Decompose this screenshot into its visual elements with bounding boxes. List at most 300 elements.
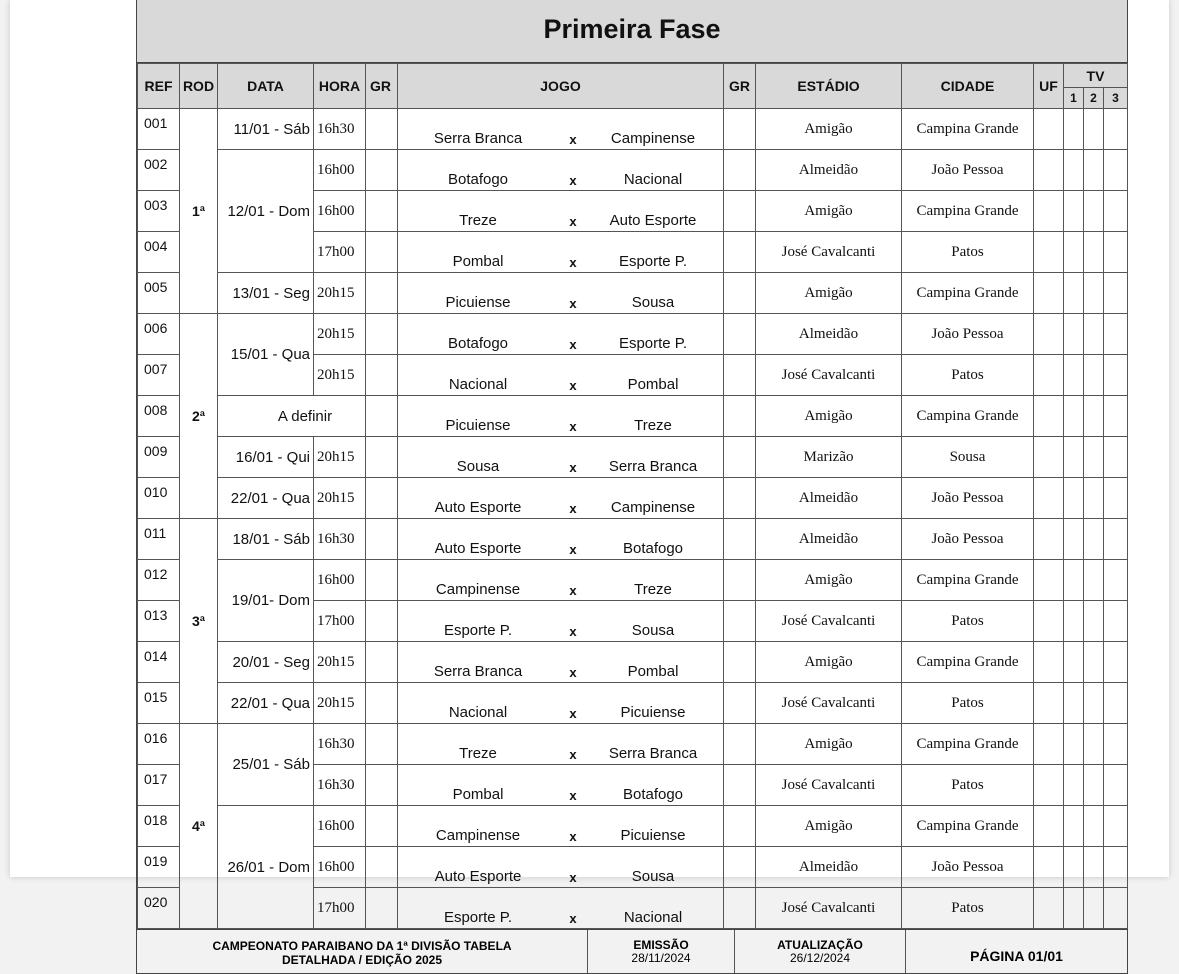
tv3-cell [1104,232,1128,273]
tv3-cell [1104,355,1128,396]
gr-away-cell [724,396,756,437]
time-cell: 20h15 [314,437,366,478]
ref-cell: 019 [138,847,180,888]
gr-away-cell [724,642,756,683]
away-team: Campinense [610,499,696,516]
versus-separator: x [569,829,577,844]
tv3-cell [1104,150,1128,191]
away-team: Auto Esporte [609,212,697,229]
date-cell: 16/01 - Qui [218,437,314,478]
tv3-cell [1104,314,1128,355]
tv3-cell [1104,847,1128,888]
city-cell: Patos [902,601,1034,642]
time-cell: 20h15 [314,314,366,355]
header-ref: REF [138,64,180,109]
time-cell: 20h15 [314,642,366,683]
match [398,847,723,887]
away-team: Botafogo [622,786,684,803]
stadium-cell: José Cavalcanti [756,355,902,396]
atualizacao-date: 26/12/2024 [789,950,851,965]
time-cell: 16h30 [314,724,366,765]
uf-cell [1034,642,1064,683]
tv2-cell [1084,396,1104,437]
header-jogo: JOGO [398,64,724,109]
ref-cell: 011 [138,519,180,560]
tv2-cell [1084,478,1104,519]
tv2-cell [1084,888,1104,929]
header-hora: HORA [314,64,366,109]
gr-home-cell [366,150,398,191]
gr-home-cell [366,109,398,150]
gr-away-cell [724,478,756,519]
match [398,478,723,518]
match-cell [398,478,724,519]
header-gr-home: GR [366,64,398,109]
stadium-cell: Amigão [756,642,902,683]
gr-home-cell [366,314,398,355]
home-team: Picuiense [445,417,511,434]
header-cidade: CIDADE [902,64,1034,109]
gr-home-cell [366,232,398,273]
match-cell [398,519,724,560]
city-cell: João Pessoa [902,519,1034,560]
tv1-cell [1064,847,1084,888]
tv2-cell [1084,642,1104,683]
stadium-cell: José Cavalcanti [756,601,902,642]
city-cell: Campina Grande [902,109,1034,150]
match-cell [398,396,724,437]
header-tv: TV [1064,64,1128,88]
away-team: Sousa [631,622,675,639]
time-cell: 16h30 [314,109,366,150]
versus-separator: x [569,460,577,475]
gr-away-cell [724,847,756,888]
home-team: Pombal [452,786,504,803]
home-team: Nacional [448,704,508,721]
gr-away-cell [724,765,756,806]
match-cell [398,191,724,232]
match [398,724,723,764]
uf-cell [1034,355,1064,396]
time-cell: 17h00 [314,888,366,929]
emissao-label: EMISSÃO [633,937,689,952]
stadium-cell: Amigão [756,560,902,601]
time-cell: 16h00 [314,191,366,232]
away-team: Esporte P. [618,253,688,270]
stadium-cell: Almeidão [756,847,902,888]
tv2-cell [1084,765,1104,806]
match-cell [398,314,724,355]
versus-separator: x [569,255,577,270]
schedule-body [138,109,1128,929]
city-cell: João Pessoa [902,478,1034,519]
home-team: Nacional [448,376,508,393]
table-row [138,642,1128,683]
city-cell: Patos [902,765,1034,806]
ref-cell: 016 [138,724,180,765]
date-cell: 26/01 - Dom [218,806,314,929]
time-cell: 20h15 [314,683,366,724]
versus-separator: x [569,665,577,680]
tv3-cell [1104,396,1128,437]
championship-line-2: DETALHADA / EDIÇÃO 2025 [281,952,443,967]
gr-home-cell [366,355,398,396]
versus-separator: x [569,296,577,311]
uf-cell [1034,109,1064,150]
match [398,806,723,846]
uf-cell [1034,724,1064,765]
versus-separator: x [569,378,577,393]
ref-cell: 013 [138,601,180,642]
tv1-cell [1064,355,1084,396]
match-cell [398,724,724,765]
gr-home-cell [366,683,398,724]
versus-separator: x [569,706,577,721]
date-cell: 12/01 - Dom [218,150,314,273]
stadium-cell: Amigão [756,109,902,150]
gr-home-cell [366,847,398,888]
ref-cell: 001 [138,109,180,150]
versus-separator: x [569,173,577,188]
ref-cell: 009 [138,437,180,478]
header-data: DATA [218,64,314,109]
date-cell: 25/01 - Sáb [218,724,314,806]
gr-home-cell [366,765,398,806]
tv2-cell [1084,601,1104,642]
date-cell: 13/01 - Seg [218,273,314,314]
rodada-cell: 4ª [180,724,218,929]
home-team: Serra Branca [433,663,523,680]
tv3-cell [1104,724,1128,765]
away-team: Pombal [627,663,679,680]
match-cell [398,232,724,273]
match-cell [398,601,724,642]
ref-cell: 008 [138,396,180,437]
versus-separator: x [569,501,577,516]
ref-cell: 010 [138,478,180,519]
tv2-cell [1084,724,1104,765]
match-cell [398,109,724,150]
stadium-cell: Almeidão [756,150,902,191]
tv3-cell [1104,683,1128,724]
ref-cell: 015 [138,683,180,724]
versus-separator: x [569,624,577,639]
table-row [138,560,1128,601]
versus-separator: x [569,788,577,803]
uf-cell [1034,806,1064,847]
uf-cell [1034,150,1064,191]
ref-cell: 005 [138,273,180,314]
uf-cell [1034,314,1064,355]
tv1-cell [1064,314,1084,355]
uf-cell [1034,888,1064,929]
away-team: Picuiense [620,704,686,721]
header-tv-2: 2 [1084,88,1104,109]
header-rod: ROD [180,64,218,109]
stadium-cell: José Cavalcanti [756,232,902,273]
city-cell: Patos [902,232,1034,273]
uf-cell [1034,847,1064,888]
table-row [138,437,1128,478]
uf-cell [1034,601,1064,642]
tv2-cell [1084,806,1104,847]
gr-home-cell [366,478,398,519]
ref-cell: 020 [138,888,180,929]
time-cell: 16h00 [314,560,366,601]
gr-away-cell [724,273,756,314]
match-cell [398,273,724,314]
table-row [138,396,1128,437]
away-team: Sousa [631,868,675,885]
tv3-cell [1104,191,1128,232]
ref-cell: 012 [138,560,180,601]
rodada-cell: 2ª [180,314,218,519]
gr-home-cell [366,396,398,437]
date-cell: 11/01 - Sáb [218,109,314,150]
uf-cell [1034,519,1064,560]
tv2-cell [1084,191,1104,232]
emissao-block [588,930,735,973]
tv2-cell [1084,437,1104,478]
stadium-cell: Amigão [756,724,902,765]
date-cell: 19/01- Dom [218,560,314,642]
date-cell: 15/01 - Qua [218,314,314,396]
tv1-cell [1064,273,1084,314]
city-cell: Sousa [902,437,1034,478]
match [398,314,723,354]
home-team: Campinense [435,581,521,598]
uf-cell [1034,232,1064,273]
city-cell: João Pessoa [902,847,1034,888]
gr-away-cell [724,232,756,273]
stadium-cell: Amigão [756,396,902,437]
date-cell: 18/01 - Sáb [218,519,314,560]
gr-away-cell [724,191,756,232]
match [398,396,723,436]
page-number: PÁGINA 01/01 [970,947,1063,964]
away-team: Treze [634,417,672,434]
home-team: Campinense [435,827,521,844]
date-cell: 22/01 - Qua [218,478,314,519]
stadium-cell: Amigão [756,273,902,314]
tv1-cell [1064,888,1084,929]
tv1-cell [1064,478,1084,519]
match [398,109,723,149]
time-cell: 16h00 [314,847,366,888]
time-cell: 17h00 [314,232,366,273]
gr-home-cell [366,437,398,478]
away-team: Sousa [631,294,675,311]
tv1-cell [1064,396,1084,437]
time-cell: 17h00 [314,601,366,642]
versus-separator: x [569,870,577,885]
away-team: Pombal [627,376,679,393]
away-team: Botafogo [622,540,684,557]
ref-cell: 004 [138,232,180,273]
tv1-cell [1064,109,1084,150]
tv2-cell [1084,519,1104,560]
match [398,232,723,272]
tv3-cell [1104,888,1128,929]
versus-separator: x [569,542,577,557]
table-row [138,273,1128,314]
stadium-cell: Almeidão [756,314,902,355]
tv3-cell [1104,806,1128,847]
match-cell [398,765,724,806]
home-team: Sousa [456,458,500,475]
championship-label [137,930,588,973]
city-cell: Campina Grande [902,642,1034,683]
away-team: Nacional [623,909,683,926]
match [398,765,723,805]
match [398,519,723,559]
uf-cell [1034,396,1064,437]
table-row [138,109,1128,150]
date-cell: A definir [218,396,366,437]
away-team: Picuiense [620,827,686,844]
gr-away-cell [724,683,756,724]
match [398,888,723,928]
home-team: Serra Branca [433,130,523,147]
gr-home-cell [366,601,398,642]
city-cell: Campina Grande [902,191,1034,232]
time-cell: 20h15 [314,355,366,396]
header-tv-1: 1 [1064,88,1084,109]
uf-cell [1034,765,1064,806]
gr-home-cell [366,642,398,683]
home-team: Esporte P. [443,909,513,926]
home-team: Auto Esporte [434,499,522,516]
gr-away-cell [724,314,756,355]
gr-home-cell [366,519,398,560]
header-tv-3: 3 [1104,88,1128,109]
time-cell: 16h30 [314,765,366,806]
stadium-cell: Almeidão [756,478,902,519]
header-estadio: ESTÁDIO [756,64,902,109]
tv1-cell [1064,642,1084,683]
time-cell: 16h00 [314,150,366,191]
city-cell: João Pessoa [902,150,1034,191]
match [398,560,723,600]
match-cell [398,642,724,683]
versus-separator: x [569,214,577,229]
gr-away-cell [724,724,756,765]
table-row [138,724,1128,765]
versus-separator: x [569,337,577,352]
home-team: Treze [459,212,497,229]
ref-cell: 003 [138,191,180,232]
home-team: Treze [459,745,497,762]
city-cell: Patos [902,355,1034,396]
match [398,437,723,477]
away-team: Campinense [610,130,696,147]
table-row [138,806,1128,847]
match-cell [398,806,724,847]
time-cell: 16h00 [314,806,366,847]
city-cell: Campina Grande [902,806,1034,847]
match-cell [398,560,724,601]
gr-away-cell [724,806,756,847]
away-team: Nacional [623,171,683,188]
header-uf: UF [1034,64,1064,109]
away-team: Esporte P. [618,335,688,352]
rodada-cell: 3ª [180,519,218,724]
ref-cell: 007 [138,355,180,396]
ref-cell: 006 [138,314,180,355]
gr-away-cell [724,150,756,191]
tv3-cell [1104,642,1128,683]
tv1-cell [1064,519,1084,560]
schedule-document [136,0,1128,974]
tv2-cell [1084,683,1104,724]
date-cell: 22/01 - Qua [218,683,314,724]
stadium-cell: Marizão [756,437,902,478]
tv1-cell [1064,437,1084,478]
gr-away-cell [724,355,756,396]
atualizacao-block [735,930,906,973]
tv1-cell [1064,683,1084,724]
gr-home-cell [366,806,398,847]
versus-separator: x [569,747,577,762]
uf-cell [1034,273,1064,314]
gr-away-cell [724,437,756,478]
stadium-cell: Amigão [756,806,902,847]
tv2-cell [1084,150,1104,191]
tv2-cell [1084,232,1104,273]
city-cell: Patos [902,888,1034,929]
tv1-cell [1064,560,1084,601]
gr-home-cell [366,724,398,765]
gr-home-cell [366,560,398,601]
tv3-cell [1104,273,1128,314]
stadium-cell: Almeidão [756,519,902,560]
match [398,191,723,231]
away-team: Serra Branca [608,745,698,762]
match [398,642,723,682]
uf-cell [1034,560,1064,601]
tv1-cell [1064,806,1084,847]
emissao-date: 28/11/2024 [631,950,691,965]
ref-cell: 014 [138,642,180,683]
ref-cell: 017 [138,765,180,806]
match [398,150,723,190]
home-team: Auto Esporte [434,868,522,885]
tv1-cell [1064,150,1084,191]
table-row [138,683,1128,724]
document-page [10,0,1169,967]
gr-away-cell [724,560,756,601]
city-cell: Campina Grande [902,724,1034,765]
gr-away-cell [724,601,756,642]
rodada-cell: 1ª [180,109,218,314]
gr-home-cell [366,191,398,232]
city-cell: Campina Grande [902,396,1034,437]
match [398,601,723,641]
tv3-cell [1104,519,1128,560]
home-team: Auto Esporte [434,540,522,557]
tv1-cell [1064,601,1084,642]
championship-line-1: CAMPEONATO PARAIBANO DA 1ª DIVISÃO TABELA [212,938,512,953]
city-cell: João Pessoa [902,314,1034,355]
city-cell: Campina Grande [902,273,1034,314]
match-cell [398,847,724,888]
home-team: Picuiense [445,294,511,311]
versus-separator: x [569,419,577,434]
time-cell: 20h15 [314,273,366,314]
match [398,683,723,723]
home-team: Botafogo [447,335,509,352]
tv1-cell [1064,191,1084,232]
